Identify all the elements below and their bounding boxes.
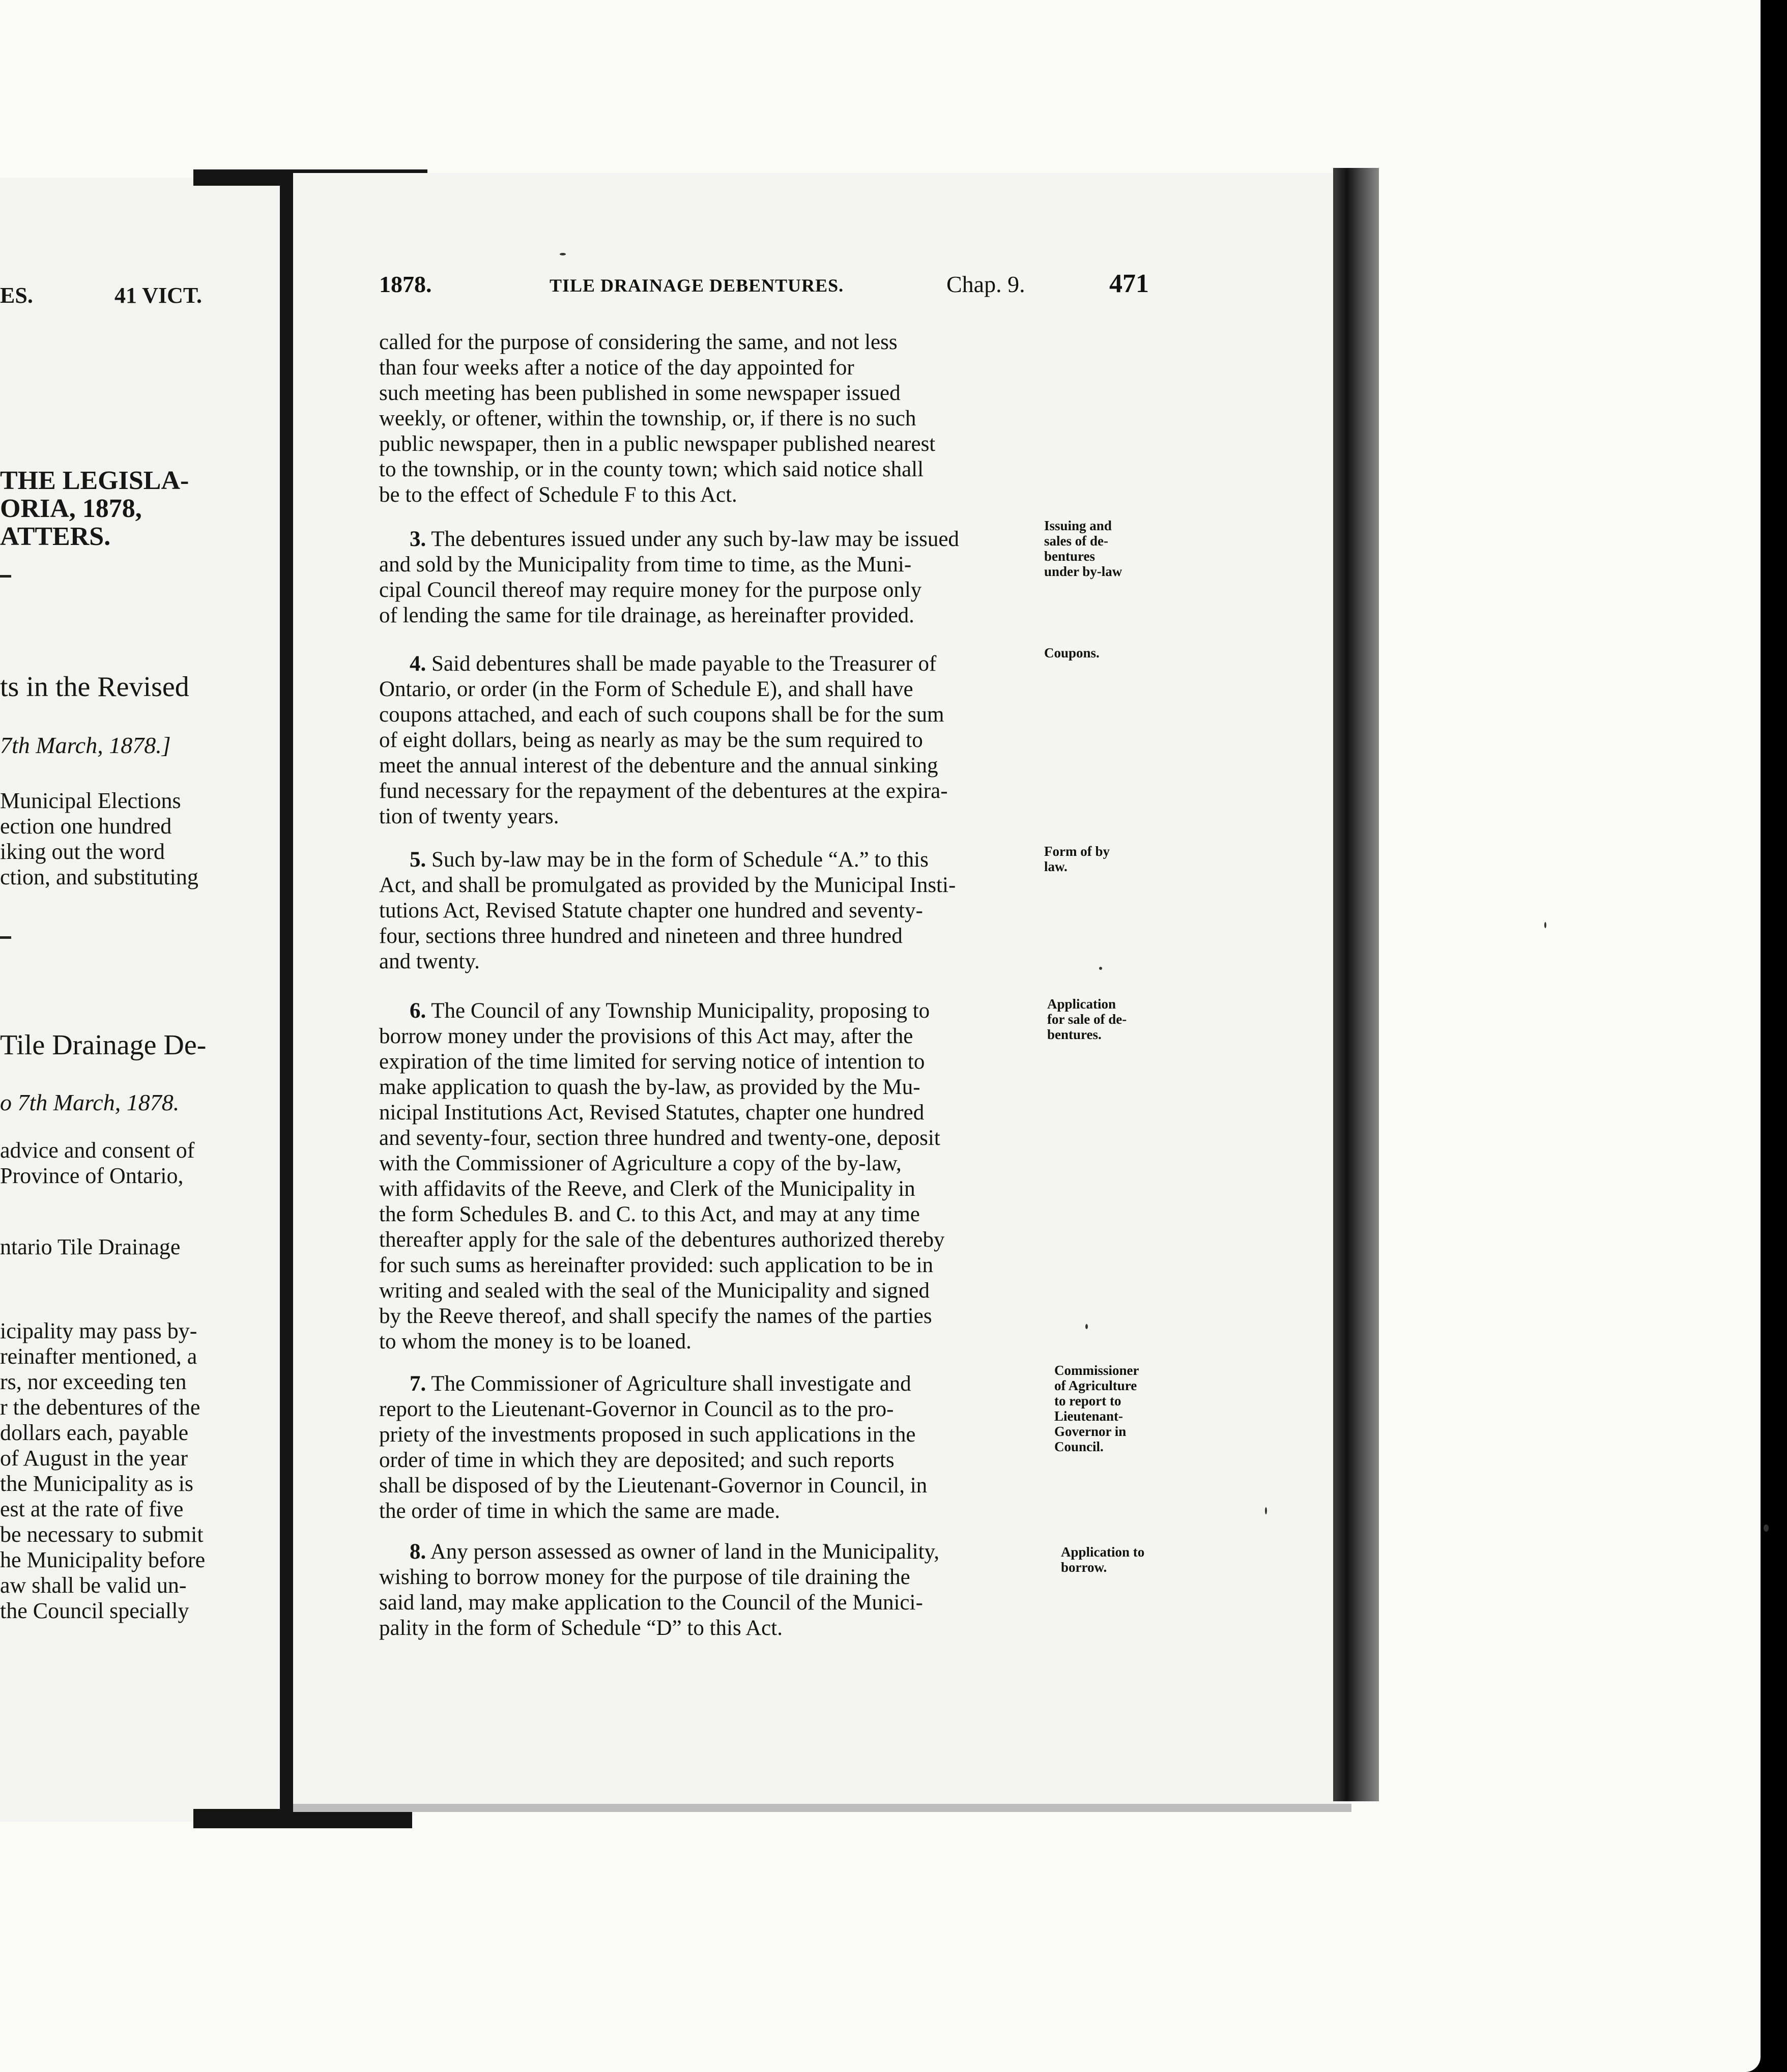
left-act2-body-line: be necessary to submit <box>0 1522 204 1547</box>
body-line: tion of twenty years. <box>379 804 559 828</box>
left-act1-title: ts in the Revised <box>0 671 189 703</box>
left-act2-body-line: est at the rate of five <box>0 1497 184 1521</box>
left-act2-body-line: he Municipality before <box>0 1547 206 1572</box>
body-line: to whom the money is to be loaned. <box>379 1330 691 1354</box>
side-note-line: Council. <box>1054 1439 1104 1454</box>
left-act2-body-line: rs, nor exceeding ten <box>0 1369 187 1394</box>
side-note-line: to report to <box>1054 1393 1121 1408</box>
body-line: coupons attached, and each of such coupons shall be for the sum <box>379 703 944 727</box>
body-line: four, sections three hundred and nineteen and three hundred <box>379 924 903 948</box>
side-note-line: under by-law <box>1044 564 1122 579</box>
side-note-line: bentures. <box>1047 1027 1102 1042</box>
side-note-line: sales of de- <box>1044 533 1108 549</box>
left-act1-assent: 7th March, 1878.] <box>0 732 171 758</box>
body-line: tutions Act, Revised Statute chapter one hundred and seventy- <box>379 899 923 923</box>
section-4-first-line <box>379 651 1041 676</box>
left-act1-body-line: ction, and substituting <box>0 865 198 889</box>
section-text: Said debentures shall be made payable to the Treasurer of <box>431 652 937 676</box>
body-line: the order of time in which the same are made. <box>379 1499 781 1523</box>
body-line: and seventy-four, section three hundred and twenty-one, deposit <box>379 1126 940 1150</box>
left-act2-short-title: ntario Tile Drainage <box>0 1234 181 1259</box>
left-act2-body-line: aw shall be valid un- <box>0 1573 187 1598</box>
left-act1-body-line: iking out the word <box>0 839 165 864</box>
section-text: Such by-law may be in the form of Schedule “A.” to this <box>431 848 929 872</box>
body-line: said land, may make application to the Council of the Munici- <box>379 1591 923 1615</box>
body-line: thereafter apply for the sale of the debentures authorized thereby <box>379 1228 945 1252</box>
section-number: 8. <box>410 1540 426 1564</box>
body-line: weekly, or oftener, within the township, or, if there is no such <box>379 407 916 430</box>
body-line: Act, and shall be promulgated as provided by the Municipal Insti- <box>379 873 956 897</box>
body-line: be to the effect of Schedule F to this Act. <box>379 483 737 507</box>
side-note-line: Form of by <box>1044 844 1110 859</box>
body-line: priety of the investments proposed in such applications in the <box>379 1423 916 1447</box>
page-number: 471 <box>1109 269 1149 298</box>
side-note-line: for sale of de- <box>1047 1012 1127 1027</box>
section-number: 4. <box>410 652 426 676</box>
side-note-line: Governor in <box>1054 1424 1127 1439</box>
body-line: such meeting has been published in some newspaper issued <box>379 381 901 405</box>
side-note-line: Coupons. <box>1044 645 1100 660</box>
side-note-line: bentures <box>1044 549 1096 564</box>
body-line: Ontario, or order (in the Form of Schedule E), and shall have <box>379 677 913 701</box>
side-note-line: borrow. <box>1061 1560 1107 1575</box>
left-act1-body-line: ection one hundred <box>0 814 172 839</box>
body-line: shall be disposed of by the Lieutenant-Governor in Council, in <box>379 1474 928 1498</box>
left-act2-body-line: icipality may pass by- <box>0 1318 197 1343</box>
section-number: 7. <box>410 1372 426 1396</box>
side-note-line: Application <box>1047 996 1116 1012</box>
section-number: 6. <box>410 999 426 1023</box>
body-line: meet the annual interest of the debenture and the annual sinking <box>379 754 938 778</box>
left-act2-title: Tile Drainage De- <box>0 1029 207 1061</box>
body-line: expiration of the time limited for serving notice of intention to <box>379 1050 925 1074</box>
body-line: order of time in which they are deposited; and such reports <box>379 1448 895 1472</box>
body-line: of lending the same for tile drainage, as hereinafter provided. <box>379 603 914 627</box>
left-header-running-title: ES. <box>0 283 33 308</box>
body-line: to the township, or in the county town; which said notice shall <box>379 457 924 481</box>
left-act2-body-line: dollars each, payable <box>0 1420 189 1445</box>
header-chapter: Chap. 9. <box>946 271 1025 297</box>
body-line: with the Commissioner of Agriculture a copy of the by-law, <box>379 1152 902 1175</box>
left-title-line: THE LEGISLA- <box>0 466 189 495</box>
page-edges <box>1333 168 1379 1801</box>
section-6-first-line <box>379 998 1041 1023</box>
section-8-first-line <box>379 1539 1041 1564</box>
section-text: The Council of any Township Municipality, proposing to <box>431 999 930 1023</box>
body-line: public newspaper, then in a public newspaper published nearest <box>379 432 936 456</box>
left-act2-body-line: reinafter mentioned, a <box>0 1344 197 1369</box>
body-line: fund necessary for the repayment of the debentures at the expira- <box>379 779 948 803</box>
left-act2-enact-line: advice and consent of <box>0 1138 195 1163</box>
body-line: by the Reeve thereof, and shall specify the names of the parties <box>379 1304 932 1328</box>
body-line: nicipal Institutions Act, Revised Statutes, chapter one hundred <box>379 1101 925 1125</box>
section-text: The debentures issued under any such by-law may be issued <box>431 527 959 551</box>
left-separator <box>0 936 11 939</box>
section-number: 3. <box>410 527 426 551</box>
left-header-regnal-year: 41 VICT. <box>114 283 202 308</box>
body-line: with affidavits of the Reeve, and Clerk of the Municipality in <box>379 1177 915 1201</box>
body-line: wishing to borrow money for the purpose of tile draining the <box>379 1565 910 1589</box>
section-text: Any person assessed as owner of land in the Municipality, <box>430 1540 939 1564</box>
body-line: called for the purpose of considering the same, and not less <box>379 330 898 354</box>
body-line: report to the Lieutenant-Governor in Council as to the pro- <box>379 1397 894 1421</box>
side-note-line: Commissioner <box>1054 1363 1139 1378</box>
section-7-first-line <box>379 1371 1041 1396</box>
left-separator <box>0 575 11 578</box>
header-running-title: TILE DRAINAGE DEBENTURES. <box>550 275 844 296</box>
section-text: The Commissioner of Agriculture shall investigate and <box>431 1372 911 1396</box>
left-title-line: ATTERS. <box>0 522 111 551</box>
left-act2-body-line: of August in the year <box>0 1446 188 1471</box>
left-act2-body-line: r the debentures of the <box>0 1395 200 1420</box>
side-note-line: Lieutenant- <box>1054 1408 1123 1424</box>
body-line: and twenty. <box>379 949 480 973</box>
body-line: of eight dollars, being as nearly as may be the sum required to <box>379 728 923 752</box>
body-line: pality in the form of Schedule “D” to this Act. <box>379 1616 783 1640</box>
body-line: than four weeks after a notice of the day appointed for <box>379 356 854 380</box>
header-year: 1878. <box>379 271 432 297</box>
left-page <box>0 178 285 1822</box>
side-note-line: law. <box>1044 859 1068 874</box>
scan-speck <box>560 253 566 255</box>
scan-speck <box>1544 922 1546 928</box>
scan-speck <box>1265 1507 1267 1514</box>
body-line: for such sums as hereinafter provided: such application to be in <box>379 1253 934 1277</box>
side-note-line: Application to <box>1061 1544 1145 1560</box>
body-line: the form Schedules B. and C. to this Act, and may at any time <box>379 1202 920 1226</box>
body-line: writing and sealed with the seal of the Municipality and signed <box>379 1279 930 1303</box>
section-number: 5. <box>410 848 426 872</box>
left-title-line: ORIA, 1878, <box>0 494 142 523</box>
side-note-line: Issuing and <box>1044 518 1112 533</box>
left-act2-assent: o 7th March, 1878. <box>0 1089 180 1115</box>
body-line: cipal Council thereof may require money for the purpose only <box>379 578 922 602</box>
section-5-first-line <box>379 847 1041 872</box>
scan-speck <box>1085 1324 1088 1329</box>
scan-speck <box>1099 967 1102 970</box>
left-act2-body-line: the Council specially <box>0 1598 189 1623</box>
section-3-first-line <box>379 527 1041 552</box>
left-act2-enact-line: Province of Ontario, <box>0 1163 184 1188</box>
left-act2-body-line: the Municipality as is <box>0 1471 194 1496</box>
left-act1-body-line: Municipal Elections <box>0 788 181 813</box>
body-line: and sold by the Municipality from time to time, as the Muni- <box>379 553 912 577</box>
body-line: borrow money under the provisions of this Act may, after the <box>379 1024 913 1048</box>
side-note-line: of Agriculture <box>1054 1378 1137 1393</box>
body-line: make application to quash the by-law, as provided by the Mu- <box>379 1075 920 1099</box>
scan-speck <box>1764 1524 1769 1532</box>
